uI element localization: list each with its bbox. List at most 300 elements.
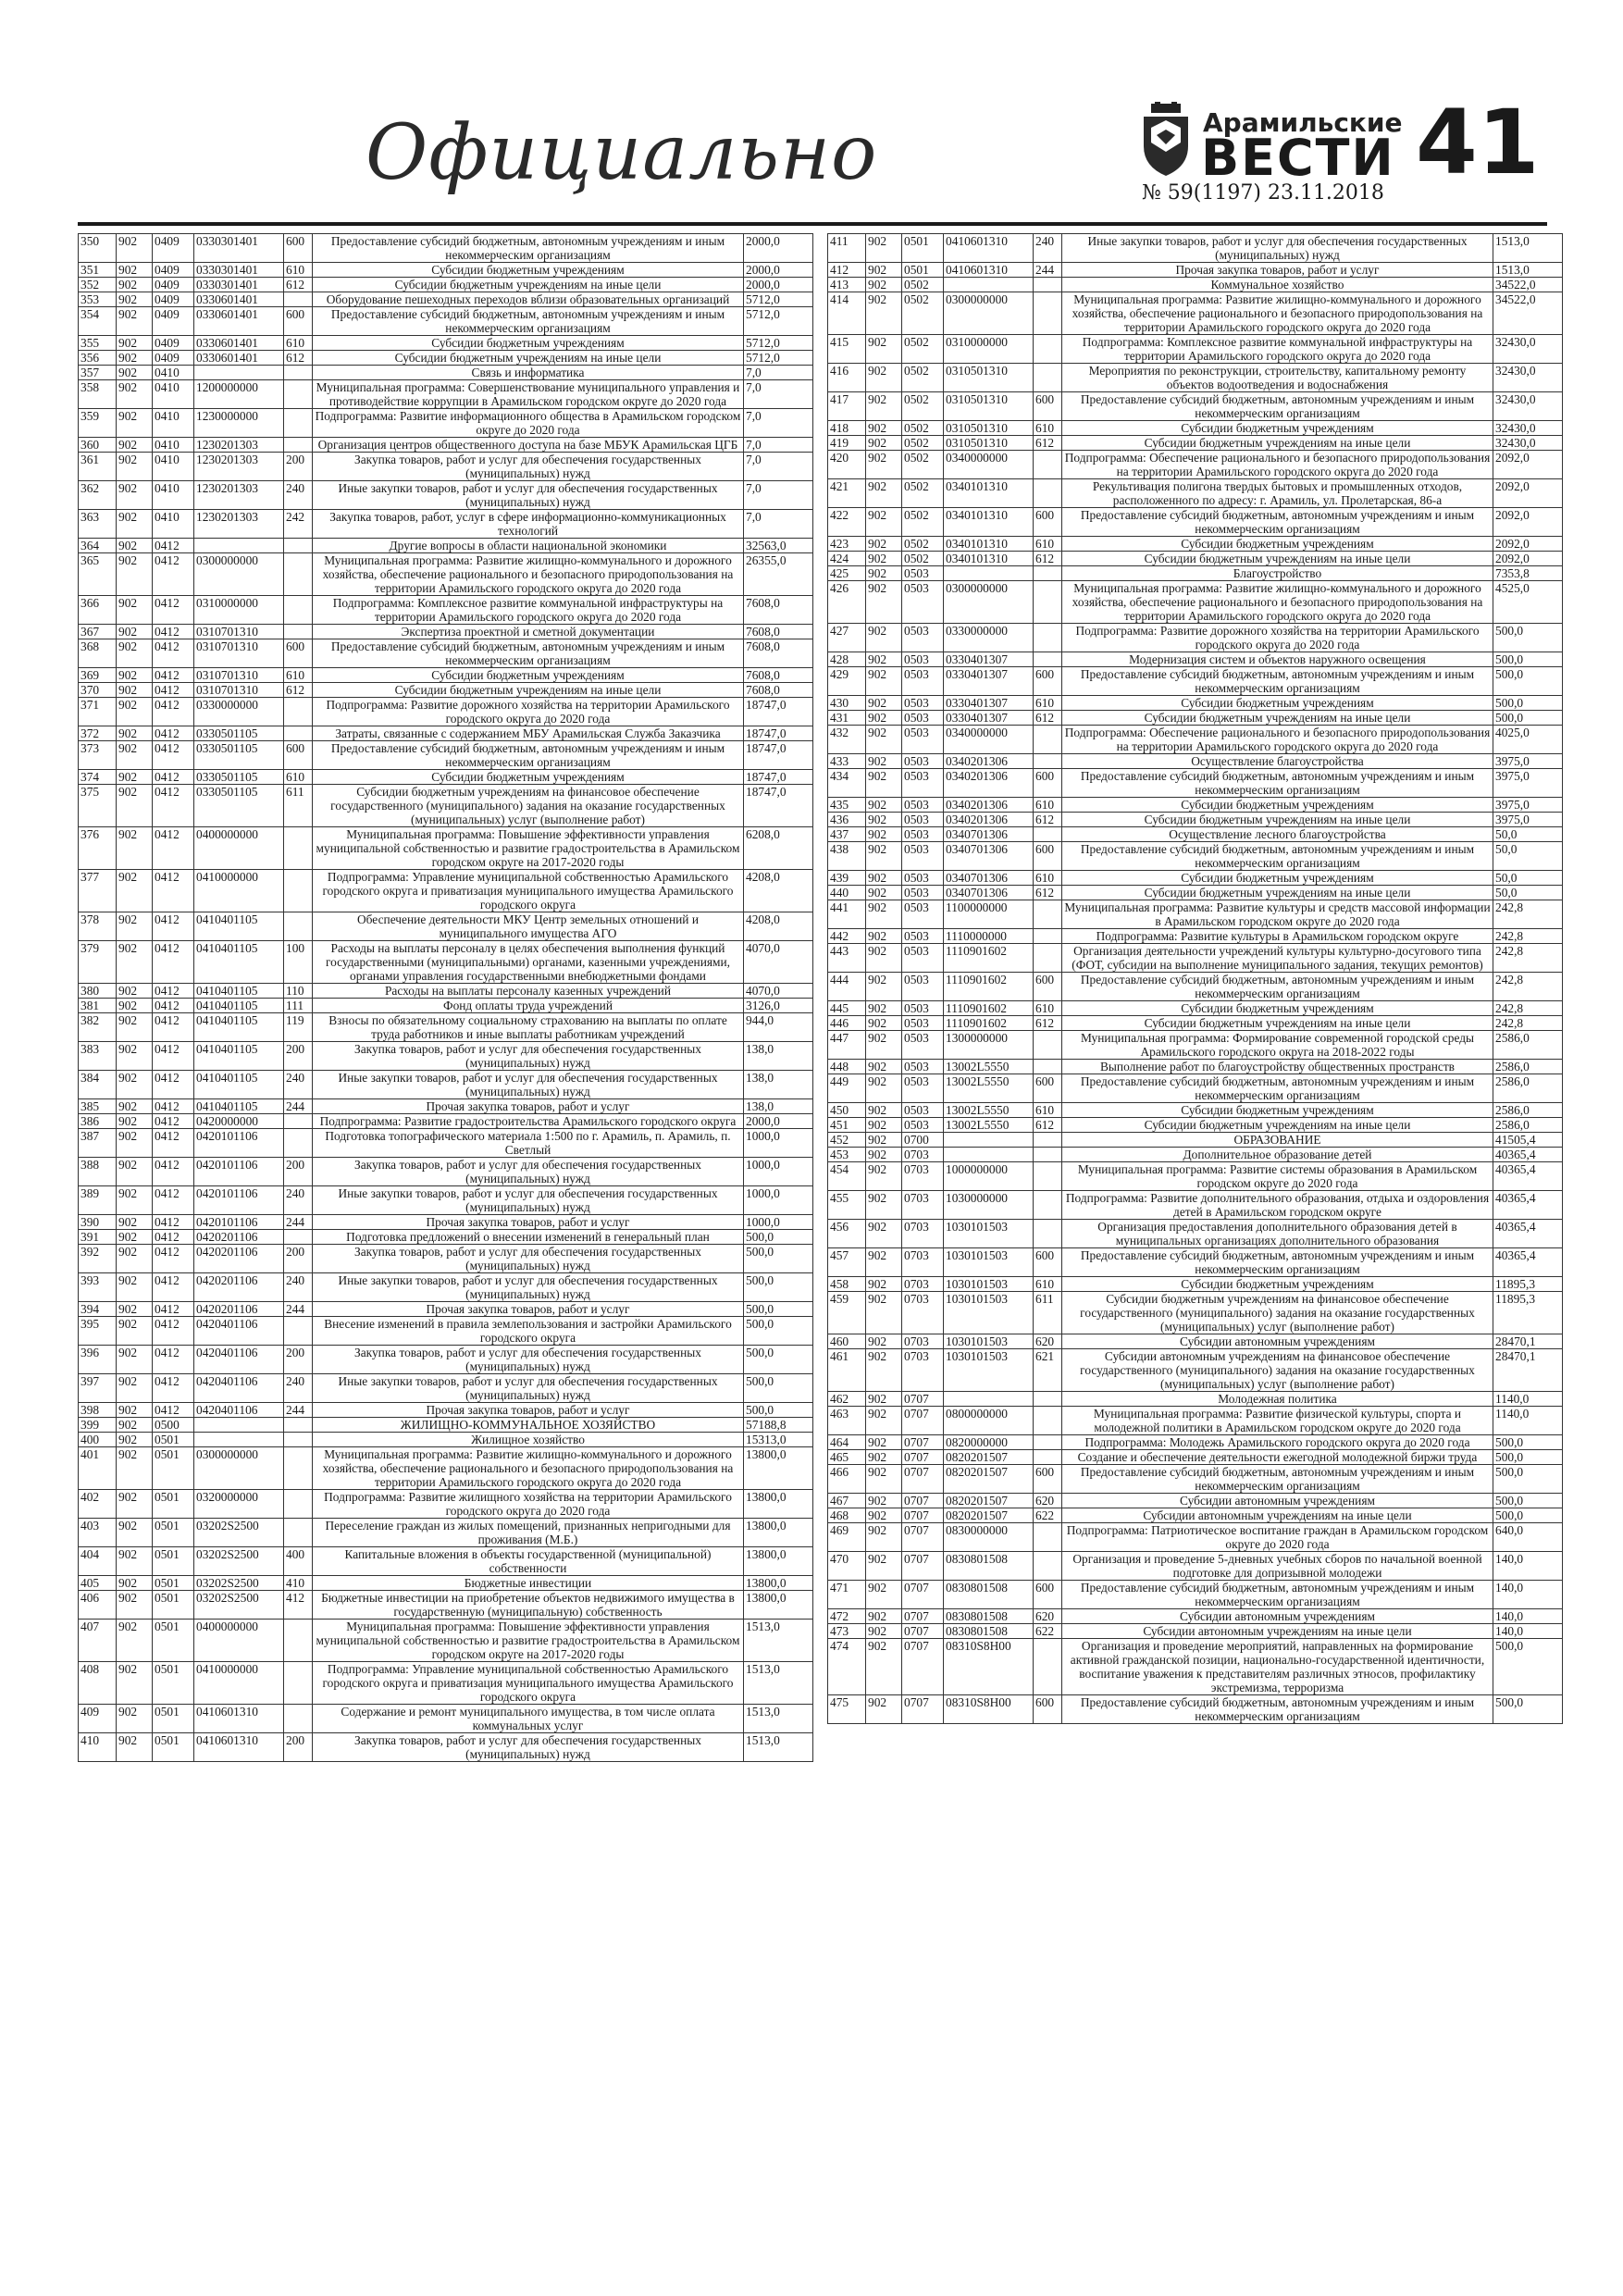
row-number: 389 (79, 1186, 117, 1215)
section-code: 0412 (153, 553, 194, 596)
row-number: 433 (828, 754, 866, 769)
target-code: 0420201106 (194, 1302, 284, 1317)
expense-type-code (284, 827, 313, 870)
amount: 7608,0 (744, 625, 813, 639)
section-code: 0412 (153, 668, 194, 683)
admin-code: 902 (866, 335, 902, 364)
row-number: 412 (828, 263, 866, 278)
section-code: 0412 (153, 1042, 194, 1071)
admin-code: 902 (117, 827, 153, 870)
expense-type-code (1034, 1552, 1062, 1581)
target-code: 03202S2500 (194, 1547, 284, 1576)
target-code: 1030101503 (944, 1248, 1034, 1277)
target-code: 0410401105 (194, 912, 284, 941)
item-name: Субсидии автономным учреждениям (1062, 1494, 1493, 1508)
row-number: 355 (79, 336, 117, 351)
row-number: 357 (79, 366, 117, 380)
row-number: 350 (79, 234, 117, 263)
amount: 2586,0 (1493, 1031, 1563, 1060)
section-code: 0502 (902, 451, 944, 479)
target-code: 0330401307 (944, 667, 1034, 696)
section-code: 0412 (153, 1346, 194, 1374)
admin-code: 902 (117, 438, 153, 453)
item-name: Подпрограмма: Комплексное развитие коммунальной инфраструктуры на территории Арамильского городского округа до 2020 года (313, 596, 744, 625)
row-number: 464 (828, 1435, 866, 1450)
item-name: Прочая закупка товаров, работ и услуг (313, 1403, 744, 1418)
section-code: 0703 (902, 1334, 944, 1349)
item-name: Иные закупки товаров, работ и услуг для обеспечения государственных (муниципальных) нужд (313, 1186, 744, 1215)
amount: 1513,0 (744, 1733, 813, 1762)
expense-type-code (284, 438, 313, 453)
section-code: 0503 (902, 973, 944, 1001)
section-code: 0412 (153, 785, 194, 827)
item-name: Субсидии бюджетным учреждениям (1062, 871, 1493, 886)
expense-type-code (1034, 624, 1062, 652)
table-row (828, 1162, 1563, 1191)
expense-type-code (1034, 335, 1062, 364)
section-code: 0700 (902, 1133, 944, 1148)
amount: 18747,0 (744, 785, 813, 827)
section-code: 0501 (153, 1662, 194, 1705)
table-row (79, 827, 813, 870)
page-number: 41 (1416, 91, 1540, 194)
expense-type-code (1034, 479, 1062, 508)
section-code: 0410 (153, 366, 194, 380)
admin-code: 902 (866, 900, 902, 929)
expense-type-code: 600 (1034, 1248, 1062, 1277)
target-code: 0410601310 (194, 1705, 284, 1733)
target-code: 0410601310 (944, 234, 1034, 263)
admin-code: 902 (117, 278, 153, 292)
item-name: Муниципальная программа: Формирование современной городской среды Арамильского городского округа на 2018-2022 годы (1062, 1031, 1493, 1060)
target-code: 0400000000 (194, 827, 284, 870)
item-name: Фонд оплаты труда учреждений (313, 999, 744, 1013)
table-row (828, 754, 1563, 769)
expense-type-code (1034, 278, 1062, 292)
table-row (79, 1071, 813, 1099)
section-code: 0410 (153, 453, 194, 481)
item-name: Муниципальная программа: Развитие физической культуры, спорта и молодежной политики в Арамильском городском округе до 2020 года (1062, 1407, 1493, 1435)
admin-code: 902 (866, 1552, 902, 1581)
amount: 18747,0 (744, 726, 813, 741)
table-row (828, 1508, 1563, 1523)
table-row (79, 1403, 813, 1418)
admin-code: 902 (117, 1215, 153, 1230)
expense-type-code: 244 (284, 1403, 313, 1418)
amount: 34522,0 (1493, 278, 1563, 292)
item-name: Предоставление субсидий бюджетным, автономным учреждениям и иным некоммерческим организациям (313, 639, 744, 668)
expense-type-code (1034, 929, 1062, 944)
expense-type-code: 612 (1034, 813, 1062, 827)
admin-code: 902 (117, 870, 153, 912)
item-name: Модернизация систем и объектов наружного освещения (1062, 652, 1493, 667)
item-name: Предоставление субсидий бюджетным, автономным учреждениям и иным некоммерческим организациям (1062, 392, 1493, 421)
admin-code: 902 (866, 1016, 902, 1031)
row-number: 367 (79, 625, 117, 639)
expense-type-code (284, 1433, 313, 1447)
section-code: 0410 (153, 481, 194, 510)
target-code: 0420101106 (194, 1129, 284, 1158)
target-code: 0340000000 (944, 726, 1034, 754)
target-code: 0330301401 (194, 263, 284, 278)
item-name: Субсидии бюджетным учреждениям на иные цели (1062, 1118, 1493, 1133)
amount: 7,0 (744, 366, 813, 380)
amount: 242,8 (1493, 900, 1563, 929)
item-name: Предоставление субсидий бюджетным, автономным учреждениям и иным некоммерческим организациям (1062, 842, 1493, 871)
table-row (79, 1114, 813, 1129)
table-row (828, 1334, 1563, 1349)
expense-type-code: 240 (284, 1374, 313, 1403)
row-number: 444 (828, 973, 866, 1001)
item-name: Субсидии бюджетным учреждениям (1062, 1001, 1493, 1016)
admin-code: 902 (117, 984, 153, 999)
admin-code: 902 (866, 1581, 902, 1609)
admin-code: 902 (117, 1591, 153, 1620)
section-code: 0703 (902, 1277, 944, 1292)
row-number: 362 (79, 481, 117, 510)
admin-code: 902 (117, 912, 153, 941)
table-row (828, 421, 1563, 436)
row-number: 395 (79, 1317, 117, 1346)
table-row (79, 1433, 813, 1447)
amount: 28470,1 (1493, 1334, 1563, 1349)
admin-code: 902 (866, 278, 902, 292)
target-code: 0830801508 (944, 1624, 1034, 1639)
item-name: Экспертиза проектной и сметной документации (313, 625, 744, 639)
admin-code: 902 (866, 1001, 902, 1016)
amount: 7353,8 (1493, 566, 1563, 581)
target-code: 1230201303 (194, 481, 284, 510)
target-code: 0420101106 (194, 1186, 284, 1215)
section-code: 0412 (153, 639, 194, 668)
admin-code: 902 (866, 1465, 902, 1494)
table-row (828, 827, 1563, 842)
section-code: 0707 (902, 1609, 944, 1624)
admin-code: 902 (117, 683, 153, 698)
amount: 500,0 (1493, 1450, 1563, 1465)
admin-code: 902 (866, 552, 902, 566)
section-code: 0412 (153, 726, 194, 741)
expense-type-code: 611 (284, 785, 313, 827)
amount: 34522,0 (1493, 292, 1563, 335)
expense-type-code: 610 (1034, 537, 1062, 552)
coat-of-arms-icon (1138, 102, 1194, 178)
target-code: 1030000000 (944, 1191, 1034, 1220)
section-code: 0707 (902, 1695, 944, 1724)
item-name: Субсидии бюджетным учреждениям (1062, 1277, 1493, 1292)
table-row (828, 364, 1563, 392)
section-code: 0502 (902, 292, 944, 335)
amount: 242,8 (1493, 944, 1563, 973)
expense-type-code: 200 (284, 453, 313, 481)
target-code: 0310701310 (194, 668, 284, 683)
item-name: Предоставление субсидий бюджетным, автономным учреждениям и иным некоммерческим организациям (1062, 1695, 1493, 1724)
row-number: 423 (828, 537, 866, 552)
target-code: 0830801508 (944, 1581, 1034, 1609)
expense-type-code: 612 (1034, 711, 1062, 726)
admin-code: 902 (866, 973, 902, 1001)
admin-code: 902 (117, 785, 153, 827)
table-row (828, 1103, 1563, 1118)
newspaper-logo (1138, 102, 1403, 187)
admin-code: 902 (117, 366, 153, 380)
table-row (828, 234, 1563, 263)
admin-code: 902 (117, 1346, 153, 1374)
section-code: 0501 (153, 1433, 194, 1447)
expense-type-code (1034, 292, 1062, 335)
item-name: Субсидии бюджетным учреждениям (1062, 798, 1493, 813)
admin-code: 902 (866, 1349, 902, 1392)
table-row (828, 335, 1563, 364)
table-row (828, 566, 1563, 581)
item-name: Иные закупки товаров, работ и услуг для обеспечения государственных (муниципальных) нужд (313, 1374, 744, 1403)
target-code: 0800000000 (944, 1407, 1034, 1435)
expense-type-code (1034, 364, 1062, 392)
admin-code: 902 (866, 508, 902, 537)
target-code: 0420401106 (194, 1346, 284, 1374)
amount: 1000,0 (744, 1186, 813, 1215)
row-number: 371 (79, 698, 117, 726)
row-number: 459 (828, 1292, 866, 1334)
expense-type-code (1034, 1133, 1062, 1148)
row-number: 422 (828, 508, 866, 537)
row-number: 404 (79, 1547, 117, 1576)
amount: 242,8 (1493, 929, 1563, 944)
table-row (79, 1317, 813, 1346)
admin-code: 902 (117, 668, 153, 683)
expense-type-code (1034, 900, 1062, 929)
section-code: 0502 (902, 552, 944, 566)
section-code: 0503 (902, 1001, 944, 1016)
admin-code: 902 (117, 292, 153, 307)
section-code: 0503 (902, 566, 944, 581)
admin-code: 902 (866, 711, 902, 726)
table-row (828, 1624, 1563, 1639)
admin-code: 902 (866, 1292, 902, 1334)
admin-code: 902 (866, 769, 902, 798)
admin-code: 902 (866, 754, 902, 769)
row-number: 380 (79, 984, 117, 999)
row-number: 419 (828, 436, 866, 451)
admin-code: 902 (117, 481, 153, 510)
amount: 1513,0 (744, 1705, 813, 1733)
amount: 2092,0 (1493, 552, 1563, 566)
expense-type-code: 610 (1034, 1001, 1062, 1016)
expense-type-code: 610 (1034, 1277, 1062, 1292)
table-row (828, 1494, 1563, 1508)
table-row (79, 481, 813, 510)
section-code: 0409 (153, 234, 194, 263)
amount: 500,0 (1493, 1639, 1563, 1695)
table-row (79, 870, 813, 912)
amount: 18747,0 (744, 698, 813, 726)
row-number: 430 (828, 696, 866, 711)
expense-type-code (1034, 827, 1062, 842)
table-row (828, 1523, 1563, 1552)
target-code: 0830801508 (944, 1609, 1034, 1624)
row-number: 370 (79, 683, 117, 698)
amount: 500,0 (744, 1346, 813, 1374)
table-row (828, 696, 1563, 711)
amount: 1513,0 (744, 1662, 813, 1705)
amount: 242,8 (1493, 973, 1563, 1001)
table-row (828, 900, 1563, 929)
section-code: 0703 (902, 1349, 944, 1392)
target-code: 0340201306 (944, 769, 1034, 798)
section-code: 0503 (902, 871, 944, 886)
expense-type-code: 610 (1034, 798, 1062, 813)
section-code: 0412 (153, 1071, 194, 1099)
table-row (79, 1547, 813, 1576)
row-number: 427 (828, 624, 866, 652)
row-number: 399 (79, 1418, 117, 1433)
section-title: Официально (365, 109, 878, 197)
row-number: 403 (79, 1519, 117, 1547)
expense-type-code (284, 1418, 313, 1433)
target-code: 0330401307 (944, 711, 1034, 726)
amount: 3975,0 (1493, 798, 1563, 813)
row-number: 432 (828, 726, 866, 754)
target-code: 0310701310 (194, 683, 284, 698)
target-code: 0310000000 (194, 596, 284, 625)
target-code: 13002L5550 (944, 1103, 1034, 1118)
amount: 500,0 (1493, 652, 1563, 667)
expense-type-code (1034, 1450, 1062, 1465)
item-name: Содержание и ремонт муниципального имущества, в том числе оплата коммунальных услуг (313, 1705, 744, 1733)
item-name: Предоставление субсидий бюджетным, автономным учреждениям и иным некоммерческим организациям (1062, 1248, 1493, 1277)
expense-type-code (284, 1519, 313, 1547)
amount: 3975,0 (1493, 813, 1563, 827)
admin-code: 902 (866, 1074, 902, 1103)
section-code: 0412 (153, 1302, 194, 1317)
table-row (828, 1074, 1563, 1103)
amount: 7608,0 (744, 683, 813, 698)
issue-date: № 59(1197) 23.11.2018 (1142, 181, 1384, 205)
expense-type-code (1034, 726, 1062, 754)
admin-code: 902 (866, 292, 902, 335)
expense-type-code: 200 (284, 1346, 313, 1374)
table-row (79, 683, 813, 698)
item-name: Молодежная политика (1062, 1392, 1493, 1407)
amount: 500,0 (1493, 667, 1563, 696)
table-row (79, 1591, 813, 1620)
expense-type-code: 622 (1034, 1624, 1062, 1639)
row-number: 467 (828, 1494, 866, 1508)
admin-code: 902 (866, 827, 902, 842)
target-code: 0410401105 (194, 1099, 284, 1114)
item-name: Подпрограмма: Патриотическое воспитание граждан в Арамильском городском округе до 2020 года (1062, 1523, 1493, 1552)
table-row (79, 1013, 813, 1042)
expense-type-code: 612 (1034, 886, 1062, 900)
amount: 40365,4 (1493, 1248, 1563, 1277)
row-number: 426 (828, 581, 866, 624)
section-code: 0412 (153, 698, 194, 726)
item-name: Субсидии бюджетным учреждениям на иные цели (1062, 552, 1493, 566)
expense-type-code (284, 1114, 313, 1129)
expense-type-code (284, 366, 313, 380)
target-code: 0820201507 (944, 1450, 1034, 1465)
expense-type-code: 110 (284, 984, 313, 999)
section-code: 0412 (153, 1215, 194, 1230)
section-code: 0412 (153, 683, 194, 698)
row-number: 354 (79, 307, 117, 336)
section-code: 0501 (153, 1547, 194, 1576)
target-code: 1110901602 (944, 1016, 1034, 1031)
amount: 18747,0 (744, 770, 813, 785)
row-number: 461 (828, 1349, 866, 1392)
admin-code: 902 (866, 1248, 902, 1277)
item-name: Иные закупки товаров, работ и услуг для обеспечения государственных (муниципальных) нужд (313, 481, 744, 510)
amount: 500,0 (1493, 696, 1563, 711)
expense-type-code (1034, 1639, 1062, 1695)
expense-type-code (1034, 1031, 1062, 1060)
admin-code: 902 (117, 1186, 153, 1215)
admin-code: 902 (866, 1060, 902, 1074)
expense-type-code (284, 870, 313, 912)
section-code: 0707 (902, 1407, 944, 1435)
table-row (828, 769, 1563, 798)
amount: 40365,4 (1493, 1220, 1563, 1248)
expense-type-code (284, 1230, 313, 1245)
admin-code: 902 (117, 1733, 153, 1762)
admin-code: 902 (866, 537, 902, 552)
row-number: 402 (79, 1490, 117, 1519)
amount: 26355,0 (744, 553, 813, 596)
target-code: 03202S2500 (194, 1576, 284, 1591)
admin-code: 902 (866, 1450, 902, 1465)
amount: 6208,0 (744, 827, 813, 870)
amount: 242,8 (1493, 1001, 1563, 1016)
row-number: 386 (79, 1114, 117, 1129)
item-name: Прочая закупка товаров, работ и услуг (313, 1099, 744, 1114)
item-name: Субсидии бюджетным учреждениям на финансовое обеспечение государственного (муниципального) задания на оказание государственных (муниципальных) услуг (выполнение работ) (1062, 1292, 1493, 1334)
row-number: 375 (79, 785, 117, 827)
amount: 138,0 (744, 1042, 813, 1071)
admin-code: 902 (117, 1013, 153, 1042)
amount: 500,0 (744, 1273, 813, 1302)
item-name: Подпрограмма: Обеспечение рационального и безопасного природопользования на территории Арамильского городского округа до 2020 года (1062, 451, 1493, 479)
amount: 40365,4 (1493, 1191, 1563, 1220)
item-name: Капитальные вложения в объекты государственной (муниципальной) собственности (313, 1547, 744, 1576)
section-code: 0503 (902, 581, 944, 624)
row-number: 445 (828, 1001, 866, 1016)
item-name: Субсидии бюджетным учреждениям (313, 336, 744, 351)
admin-code: 902 (866, 726, 902, 754)
table-row (79, 553, 813, 596)
item-name: Субсидии бюджетным учреждениям (1062, 1103, 1493, 1118)
table-row (828, 1435, 1563, 1450)
section-code: 0503 (902, 1016, 944, 1031)
target-code: 0410401105 (194, 1071, 284, 1099)
item-name: Прочая закупка товаров, работ и услуг (1062, 263, 1493, 278)
item-name: Переселение граждан из жилых помещений, признанных непригодными для проживания (М.Б.) (313, 1519, 744, 1547)
expense-type-code (1034, 652, 1062, 667)
admin-code: 902 (866, 479, 902, 508)
expense-type-code: 620 (1034, 1609, 1062, 1624)
item-name: Подготовка топографического материала 1:500 по г. Арамиль, п. Арамиль, п. Светлый (313, 1129, 744, 1158)
table-row (828, 842, 1563, 871)
admin-code: 902 (866, 581, 902, 624)
target-code: 0340201306 (944, 754, 1034, 769)
left-column (78, 233, 813, 1762)
item-name: Предоставление субсидий бюджетным, автономным учреждениям и иным некоммерческим организациям (1062, 769, 1493, 798)
section-code: 0503 (902, 900, 944, 929)
admin-code: 902 (117, 1273, 153, 1302)
table-row (79, 409, 813, 438)
expense-type-code: 200 (284, 1042, 313, 1071)
row-number: 382 (79, 1013, 117, 1042)
table-row (828, 1148, 1563, 1162)
